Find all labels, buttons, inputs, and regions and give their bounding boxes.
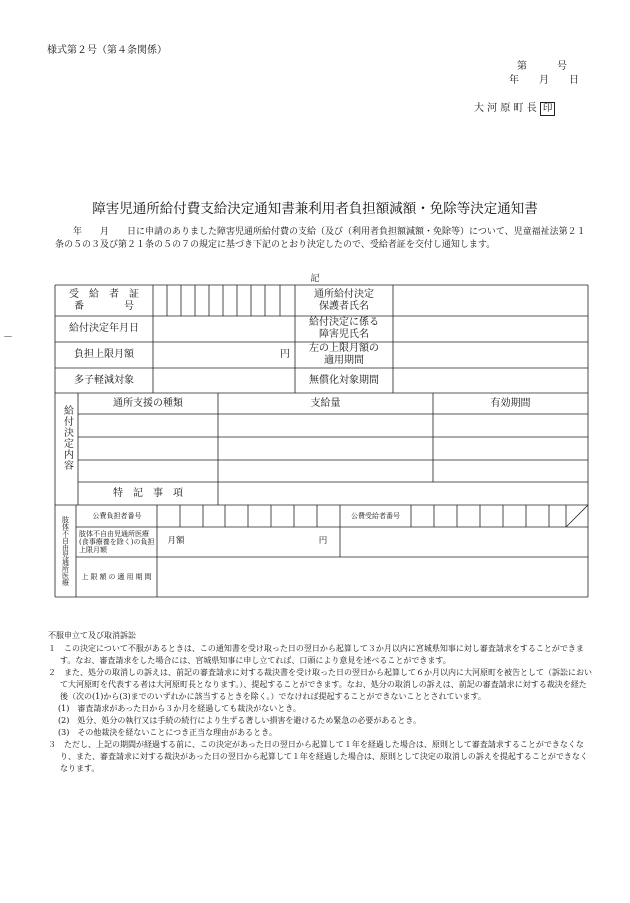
monthly-amount-label: 月額: [167, 536, 185, 547]
note-sub-item-2: (2) 処分、処分の執行又は手続の続行により生ずる著しい損害を避けるため緊急の必要があるとき。: [58, 716, 422, 725]
note-item-1: １ この決定について不服があるときは、この通知書を受け取った日の翌日から起算して３か月以内に宮城県知事に対し審査請求をすることができます。なお、審査請求をした場合には、宮城県知事に申し立てれば、口頭により意見を述べることができます。: [48, 644, 584, 665]
note-item-2: ２ また、処分の取消しの訴えは、前記の審査請求に対する裁決書を受け取った日の翌日から起算して６か月以内に大河原町を被告として（訴訟において大河原町を代表する者は大河原町長となります。）、提起することができます。なお、処分の取消しの訴えは、前記の審査請求に対する裁決を経た後（次の(1)から(3)までのいずれかに該当するときを除く。）でなければ提起することができないこととされています。: [48, 668, 592, 701]
guardian-name-label: 通所給付決定 保護者氏名: [314, 289, 374, 312]
public-payer-number-label: 公費負担者番号: [92, 512, 142, 520]
form-number: 様式第２号（第４条関係）: [47, 45, 167, 56]
ki-mark: 記: [310, 274, 320, 284]
multi-child-label: 多子軽減対象: [74, 374, 134, 386]
notes-heading: 不服申立て及び取消訴訟: [48, 631, 136, 640]
limit-period-label: 左の上限月額の 適用期間: [309, 343, 379, 366]
issue-date: 年 月 日: [509, 75, 579, 86]
recipient-cert-number-label: 受 給 者 証 番 号: [69, 289, 139, 312]
benefit-content-label: 給付決定内容: [61, 404, 73, 471]
medical-limit-unit: 円: [318, 536, 328, 547]
limit-amount-label: 負担上限月額: [74, 349, 134, 360]
free-period-label: 無償化対象期間: [309, 374, 379, 386]
valid-period-header: 有効期間: [490, 397, 531, 409]
limit-period2-label: 上限額の適用期間: [81, 573, 154, 581]
margin-mark: －: [3, 332, 13, 343]
special-notes-label: 特 記 事 項: [113, 487, 183, 499]
seal-stamp: 印: [540, 102, 556, 116]
issuer-name: 大 河 原 町 長: [474, 103, 537, 114]
amount-header: 支給量: [310, 397, 341, 409]
public-recipient-number-label: 公費受給者番号: [351, 512, 400, 520]
issuer-title: [474, 99, 555, 116]
disabled-medical-section-label: 肢体不自由児通所医療: [61, 516, 70, 586]
intro-paragraph: 年 月 日に申請のありました障害児通所給付費の支給（及び（利用者負担額減額・免除等）について、児童福祉法第２１条の５の３及び第２１条の５の７の規定に基づき下記のとおり決定したので、受給者証を交付し通知します。: [55, 227, 586, 250]
document-number: 第 号: [517, 61, 567, 72]
note-sub-item-1: (1) 審査請求があった日から３か月を経過しても裁決がないとき。: [58, 704, 301, 713]
page-title: 障害児通所給付費支給決定通知書兼利用者負担額減額・免除等決定通知書: [92, 201, 538, 217]
note-sub-item-3: (3) その他裁決を経ないことにつき正当な理由があるとき。: [58, 728, 277, 737]
decision-date-label: 給付決定年月日: [69, 323, 139, 334]
note-item-3: ３ ただし、上記の期間が経過する前に、この決定があった日の翌日から起算して１年を経過した場合は、原則として審査請求することができなくなり、また、審査請求に対する裁決があった日の翌日から起算して１年を経過した場合は、原則として決定の取消しの訴えを提起することができなくなります。: [48, 740, 588, 773]
child-name-label: 給付決定に係る 障害児氏名: [309, 317, 379, 340]
medical-limit-label: 肢体不自由児通所医療(食事療養を除く)の負担上限月額: [79, 530, 155, 554]
limit-amount-unit: 円: [280, 349, 290, 360]
support-type-header: 通所支援の種類: [113, 397, 183, 409]
appeal-notes: [48, 630, 594, 775]
